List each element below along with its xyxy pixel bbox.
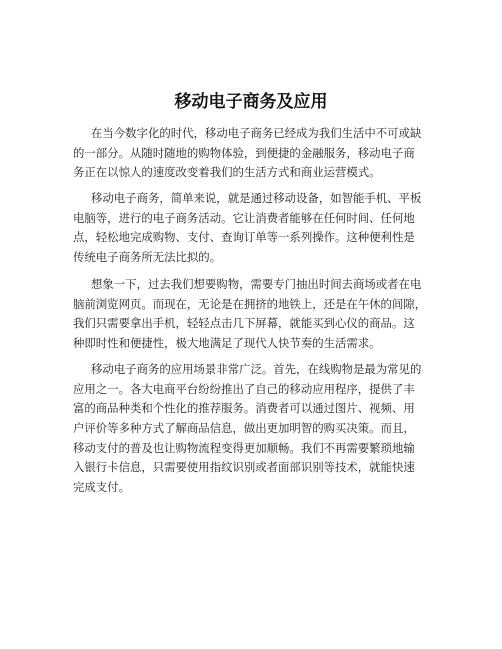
paragraph-line: 想象一下，过去我们想要购物，需要专门抽出时间去商场或者在电 (91, 277, 422, 291)
paragraph-line: 务正在以惊人的速度改变着我们的生活方式和商业运营模式。 (73, 165, 381, 180)
paragraph-line: 在当今数字化的时代，移动电子商务已经成为我们生活中不可或缺 (91, 126, 422, 140)
document-title: 移动电子商务及应用 (174, 92, 328, 112)
paragraph-2 (73, 189, 443, 268)
paragraph-4 (73, 360, 443, 498)
paragraph-line: 我们只需要拿出手机，轻轻点击几下屏幕，就能买到心仪的商品。这 (73, 316, 415, 331)
paragraph-line: 种即时性和便捷性，极大地满足了现代人快节奏的生活需求。 (73, 336, 381, 351)
paragraph-1 (73, 124, 443, 183)
paragraph-line: 脑前浏览网页。而现在，无论是在拥挤的地铁上，还是在午休的间隙， (73, 296, 427, 311)
paragraph-line: 入银行卡信息，只需要使用指纹识别或者面部识别等技术，就能快速 (73, 460, 415, 475)
paragraph-line: 的一部分。从随时随地的购物体验，到便捷的金融服务，移动电子商 (73, 145, 415, 160)
paragraph-line: 移动支付的普及也让购物流程变得更加顺畅。我们不再需要繁琐地输 (73, 440, 415, 455)
paragraph-line: 移动电子商务的应用场景非常广泛。首先，在线购物是最为常见的 (91, 362, 422, 376)
paragraph-line: 点，轻松地完成购物、支付、查询订单等一系列操作。这种便利性是 (73, 230, 415, 245)
paragraph-line: 完成支付。 (73, 480, 130, 495)
paragraph-line: 富的商品种类和个性化的推荐服务。消费者可以通过图片、视频、用 (73, 401, 415, 416)
paragraph-line: 电脑等，进行的电子商务活动。它让消费者能够在任何时间、任何地 (73, 210, 415, 225)
paragraph-line: 移动电子商务，简单来说，就是通过移动设备，如智能手机、平板 (91, 191, 422, 205)
paragraph-line: 应用之一。各大电商平台纷纷推出了自己的移动应用程序，提供了丰 (73, 381, 415, 396)
paragraph-line: 户评价等多种方式了解商品信息，做出更加明智的购买决策。而且， (73, 421, 415, 436)
paragraph-line: 传统电子商务所无法比拟的。 (73, 250, 222, 265)
paragraph-3 (73, 275, 443, 354)
